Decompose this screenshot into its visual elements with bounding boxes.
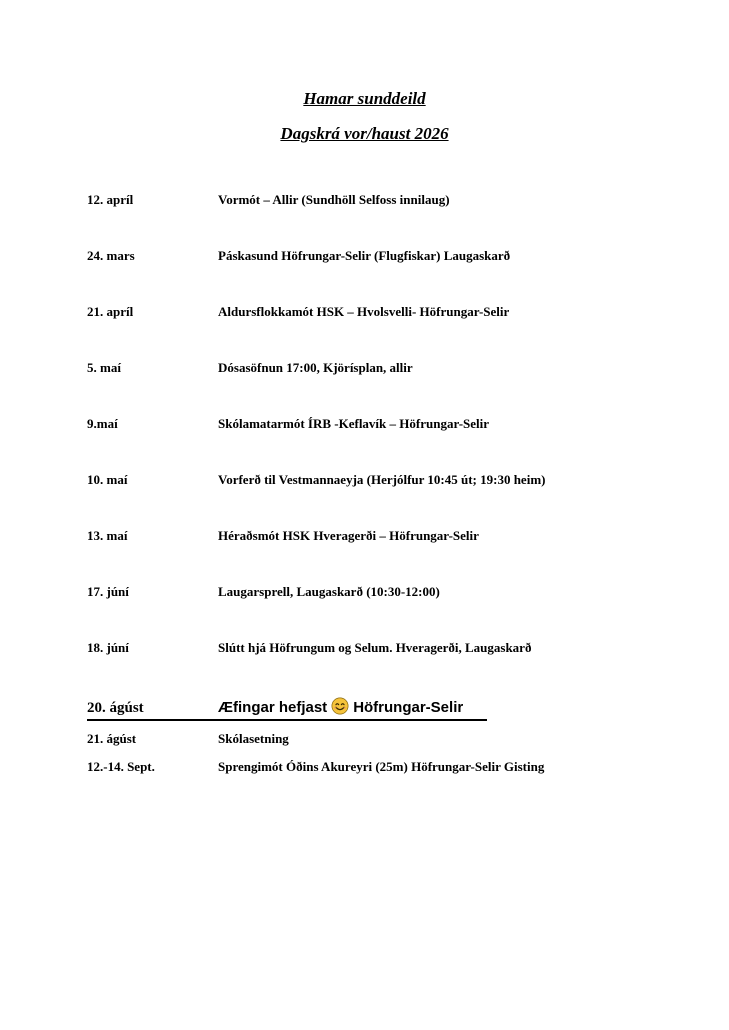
schedule-event: Dósasöfnun 17:00, Kjörísplan, allir bbox=[218, 360, 413, 375]
schedule-row bbox=[87, 414, 687, 434]
schedule-date: 18. júní bbox=[87, 640, 129, 655]
schedule-date: 13. maí bbox=[87, 528, 128, 543]
schedule-row bbox=[87, 302, 687, 322]
document-subtitle: Dagskrá vor/haust 2026 bbox=[280, 124, 449, 143]
schedule-event: Sprengimót Óðins Akureyri (25m) Höfrungar-Selir Gisting bbox=[218, 759, 545, 774]
schedule-date: 21. ágúst bbox=[87, 731, 137, 746]
schedule-row bbox=[87, 526, 687, 546]
schedule-row bbox=[87, 246, 687, 266]
highlight-event-group: Höfrungar-Selir bbox=[353, 699, 464, 716]
schedule-date: 17. júní bbox=[87, 584, 129, 599]
schedule-row bbox=[87, 582, 687, 602]
schedule-row bbox=[87, 638, 687, 658]
schedule-date: 12.-14. Sept. bbox=[87, 759, 155, 774]
schedule-row bbox=[87, 757, 687, 777]
schedule-row bbox=[87, 190, 687, 210]
schedule-event: Páskasund Höfrungar-Selir (Flugfiskar) Laugaskarð bbox=[218, 248, 511, 263]
schedule-event: Skólasetning bbox=[218, 731, 289, 746]
schedule-event: Slútt hjá Höfrungum og Selum. Hveragerði, Laugaskarð bbox=[218, 640, 532, 655]
schedule-date: 24. mars bbox=[87, 248, 135, 263]
schedule-row bbox=[87, 729, 687, 749]
schedule-date: 9.maí bbox=[87, 416, 118, 431]
highlight-event bbox=[218, 696, 463, 720]
highlight-underline bbox=[87, 719, 487, 721]
document-title: Hamar sunddeild bbox=[303, 89, 426, 108]
schedule-event: Skólamatarmót ÍRB -Keflavík – Höfrungar-Selir bbox=[218, 416, 490, 431]
schedule-date: 10. maí bbox=[87, 472, 128, 487]
schedule-date: 5. maí bbox=[87, 360, 121, 375]
schedule-event: Laugarsprell, Laugaskarð (10:30-12:00) bbox=[218, 584, 440, 599]
schedule-event: Vorferð til Vestmannaeyja (Herjólfur 10:45 út; 19:30 heim) bbox=[218, 472, 546, 487]
schedule-date: 12. apríl bbox=[87, 192, 134, 207]
schedule-event: Aldursflokkamót HSK – Hvolsvelli- Höfrungar-Selir bbox=[218, 304, 510, 319]
highlight-date: 20. ágúst bbox=[87, 700, 144, 716]
highlight-event-text: Æfingar hefjast bbox=[218, 699, 328, 716]
schedule-date: 21. apríl bbox=[87, 304, 134, 319]
schedule-event: Vormót – Allir (Sundhöll Selfoss innilaug) bbox=[218, 192, 450, 207]
schedule-row bbox=[87, 358, 687, 378]
smiley-face-icon bbox=[331, 697, 349, 715]
schedule-row bbox=[87, 470, 687, 490]
highlight-row bbox=[87, 696, 687, 720]
schedule-event: Héraðsmót HSK Hveragerði – Höfrungar-Selir bbox=[218, 528, 479, 543]
